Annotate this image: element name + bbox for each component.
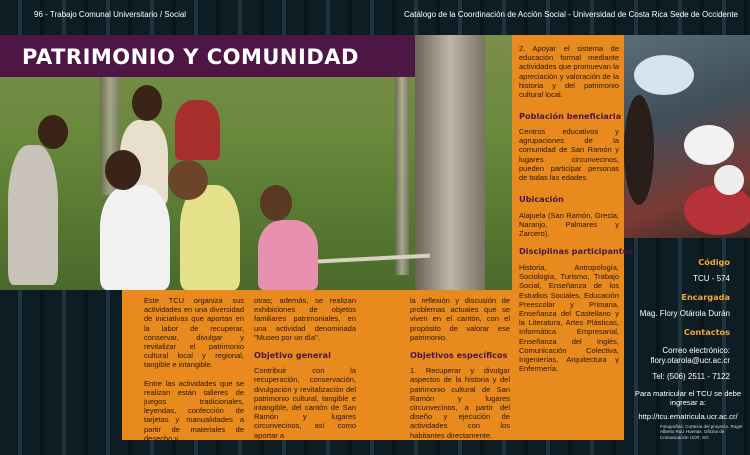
col1-paragraph-2: Entre las actividades que se realizan están talleres de juegos tradicionales, leyendas, confección de tarjetas y manualidades a partir de materiales de desecho y bbox=[144, 378, 244, 443]
child-3 bbox=[258, 220, 318, 290]
person-1 bbox=[8, 145, 58, 285]
paper-shape bbox=[684, 125, 734, 165]
bag-shape bbox=[634, 55, 694, 95]
disciplinas-text: Historia, Antropología, Sociología, Turismo, Trabajo Social, Enseñanza de los Estudios Sociales, Educación Preescolar y Primaria, Enseñanza del Castellano y la Literatura, Artes Plásticas, Informática Empresarial, Enseñanza del Inglés, Comunicación Colectiva, Ingenierías, Arquitectura y Enfermería. bbox=[519, 263, 619, 374]
encargada-label: Encargada bbox=[681, 292, 730, 302]
objetivos-especificos-heading: Objetivos específicos bbox=[410, 350, 508, 361]
header-left: 96 - Trabajo Comunal Universitario / Social bbox=[34, 10, 187, 19]
ball-shape bbox=[714, 165, 744, 195]
hair-shape bbox=[624, 95, 654, 205]
column-1 bbox=[144, 296, 244, 452]
col3-paragraph-1: la reflexión y discusión de problemas actuales que se viven en el cantón, con el propósito de valorar ese patrimonio. bbox=[410, 296, 510, 342]
person-3 bbox=[175, 100, 220, 160]
col1-paragraph-1: Este TCU organiza sus actividades en una diversidad de iniciativas que aportan en la labor de recuperar, conservar, divulgar y revitalizar el patrimonio cultural local y regional, tangible e intangible. bbox=[144, 296, 244, 370]
child-1 bbox=[100, 185, 170, 290]
header-right: Catálogo de la Coordinación de Acción Social - Universidad de Costa Rica Sede de Occidente bbox=[404, 10, 738, 19]
right-photo bbox=[624, 35, 750, 238]
rope bbox=[300, 254, 430, 265]
matricula-url-link[interactable]: http://tcu.ematricula.ucr.ac.cr/ bbox=[638, 412, 738, 421]
cloth-shape bbox=[684, 185, 750, 235]
ubicacion-heading: Ubicación bbox=[519, 194, 564, 204]
col3-paragraph-2: 1. Recuperar y divulgar aspectos de la historia y del patrimonio cultural de San Ramón y lugares circunvecinos, a partir del diseño y ejecución de actividades con los habitantes directamente. bbox=[410, 366, 510, 440]
tree-trunk-small bbox=[395, 75, 409, 275]
column-2 bbox=[254, 296, 356, 449]
email-label: Correo electrónico: bbox=[662, 346, 730, 355]
ubicacion-text: Alajuela (San Ramón, Grecia, Naranjo, Palmares y Zarcero). bbox=[519, 211, 619, 239]
poblacion-heading: Población beneficiaria bbox=[519, 111, 622, 121]
col2-paragraph-2: Contribuir con la recuperación, conservación, divulgación y revitalización del patrimonio cultural, tangible e intangible, del cantón de San Ramón y lugares circunvecinos, así como aportar a bbox=[254, 366, 356, 440]
phone-number: Tel: (506) 2511 - 7122 bbox=[652, 372, 730, 381]
head-child-3 bbox=[260, 185, 292, 221]
objetivo-general-heading: Objetivo general bbox=[254, 350, 331, 361]
column-3 bbox=[410, 296, 510, 449]
codigo-label: Código bbox=[698, 257, 730, 267]
head-child-2 bbox=[168, 160, 208, 200]
objective-2-text: 2. Apoyar el sistema de educación formal mediante actividades que promuevan la apreciación y valoración de la historia y del patrimonio cultural local. bbox=[519, 44, 619, 100]
poblacion-text: Centros educativos y agrupaciones de la comunidad de San Ramón y lugares circunvecinos, pueden participar personas de todas las edades. bbox=[519, 127, 619, 183]
tree-trunk bbox=[415, 35, 485, 290]
matricula-text: Para matricular el TCU se debe ingresar a: bbox=[634, 389, 742, 408]
head-child-1 bbox=[105, 150, 141, 190]
head-2 bbox=[132, 85, 162, 121]
email-link[interactable]: flory.otarola@ucr.ac.cr bbox=[650, 356, 730, 365]
codigo-value: TCU - 574 bbox=[693, 274, 730, 283]
page-title: PATRIMONIO Y COMUNIDAD bbox=[22, 45, 359, 69]
child-2 bbox=[180, 185, 240, 290]
photo-credit: Fotografías: Cortesía del proyecto. Roger Alberto Ruiz Huertas. Oficina de Comunicación UCR, SO. bbox=[660, 424, 743, 440]
disciplinas-heading: Disciplinas participantes bbox=[519, 246, 634, 256]
col2-paragraph-1: otras; además, se realizan exhibiciones de objetos familiares patrimoniales, en una actividad denominada "Museo por un día". bbox=[254, 296, 356, 342]
head-1 bbox=[38, 115, 68, 149]
contactos-label: Contactos bbox=[683, 327, 730, 337]
encargada-value: Mag. Flory Otárola Durán bbox=[639, 309, 730, 318]
